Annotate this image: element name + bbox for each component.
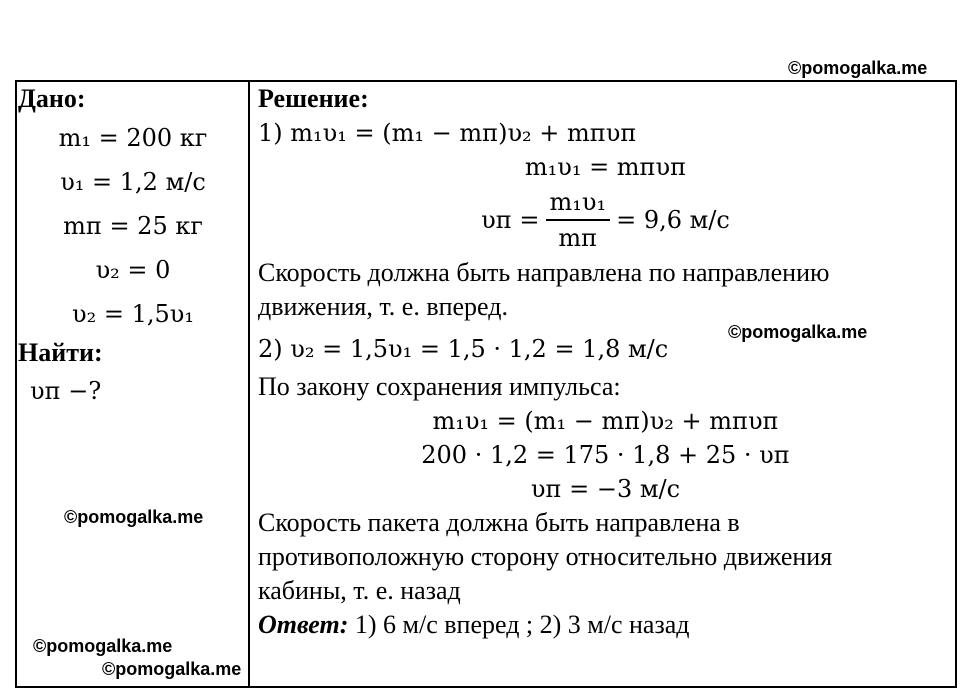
explanation-line: Скорость должна быть направлена по направлению	[258, 258, 830, 287]
step1-equation: 1) m₁υ₁ = (m₁ − mп)υ₂ + mпυп	[258, 119, 637, 147]
column-divider	[248, 80, 250, 688]
watermark-left-bottom-2: ©pomogalka.me	[102, 659, 242, 679]
given-item: υ₁ = 1,2 м/с	[60, 168, 206, 196]
numeric-equation: 200 · 1,2 = 175 · 1,8 + 25 · υп	[421, 441, 790, 469]
watermark-left-bottom: ©pomogalka.me	[33, 636, 173, 656]
watermark-middle: ©pomogalka.me	[728, 322, 868, 342]
given-column	[18, 82, 248, 408]
result-equation: υп = −3 м/с	[530, 475, 681, 503]
explanation-line: кабины, т. е. назад	[258, 576, 461, 605]
given-item: υ₂ = 0	[95, 256, 171, 284]
momentum-equation: m₁υ₁ = (m₁ − mп)υ₂ + mпυп	[432, 407, 779, 435]
watermark-top-right: ©pomogalka.me	[788, 58, 928, 78]
given-item: m₁ = 200 кг	[58, 124, 208, 152]
explanation-line: движения, т. е. вперед.	[258, 292, 508, 321]
step1-equation-2: m₁υ₁ = mпυп	[524, 153, 687, 181]
step1-fraction-equation	[258, 184, 953, 256]
step2-equation: 2) υ₂ = 1,5υ₁ = 1,5 · 1,2 = 1,8 м/с	[258, 335, 669, 363]
solution-column	[258, 82, 953, 642]
fraction	[546, 187, 611, 253]
explanation-line: Скорость пакета должна быть направлена в	[258, 508, 740, 537]
fraction-lhs: υп =	[481, 206, 540, 234]
explanation-line: противоположную сторону относительно движения	[258, 542, 833, 571]
find-item: υп −?	[30, 377, 102, 405]
answer-label: Ответ:	[258, 610, 349, 639]
fraction-denominator: mп	[558, 224, 598, 252]
given-item: mп = 25 кг	[63, 212, 203, 240]
find-heading: Найти:	[18, 338, 103, 367]
law-statement: По закону сохранения импульса:	[258, 372, 621, 401]
watermark-left-mid: ©pomogalka.me	[64, 507, 204, 527]
answer-line	[258, 608, 953, 642]
given-heading: Дано:	[18, 84, 86, 113]
solution-heading: Решение:	[258, 84, 369, 113]
fraction-numerator: m₁υ₁	[546, 187, 611, 221]
answer-text: 1) 6 м/с вперед ; 2) 3 м/с назад	[348, 610, 690, 639]
fraction-rhs: = 9,6 м/с	[616, 206, 730, 234]
given-item: υ₂ = 1,5υ₁	[72, 300, 194, 328]
